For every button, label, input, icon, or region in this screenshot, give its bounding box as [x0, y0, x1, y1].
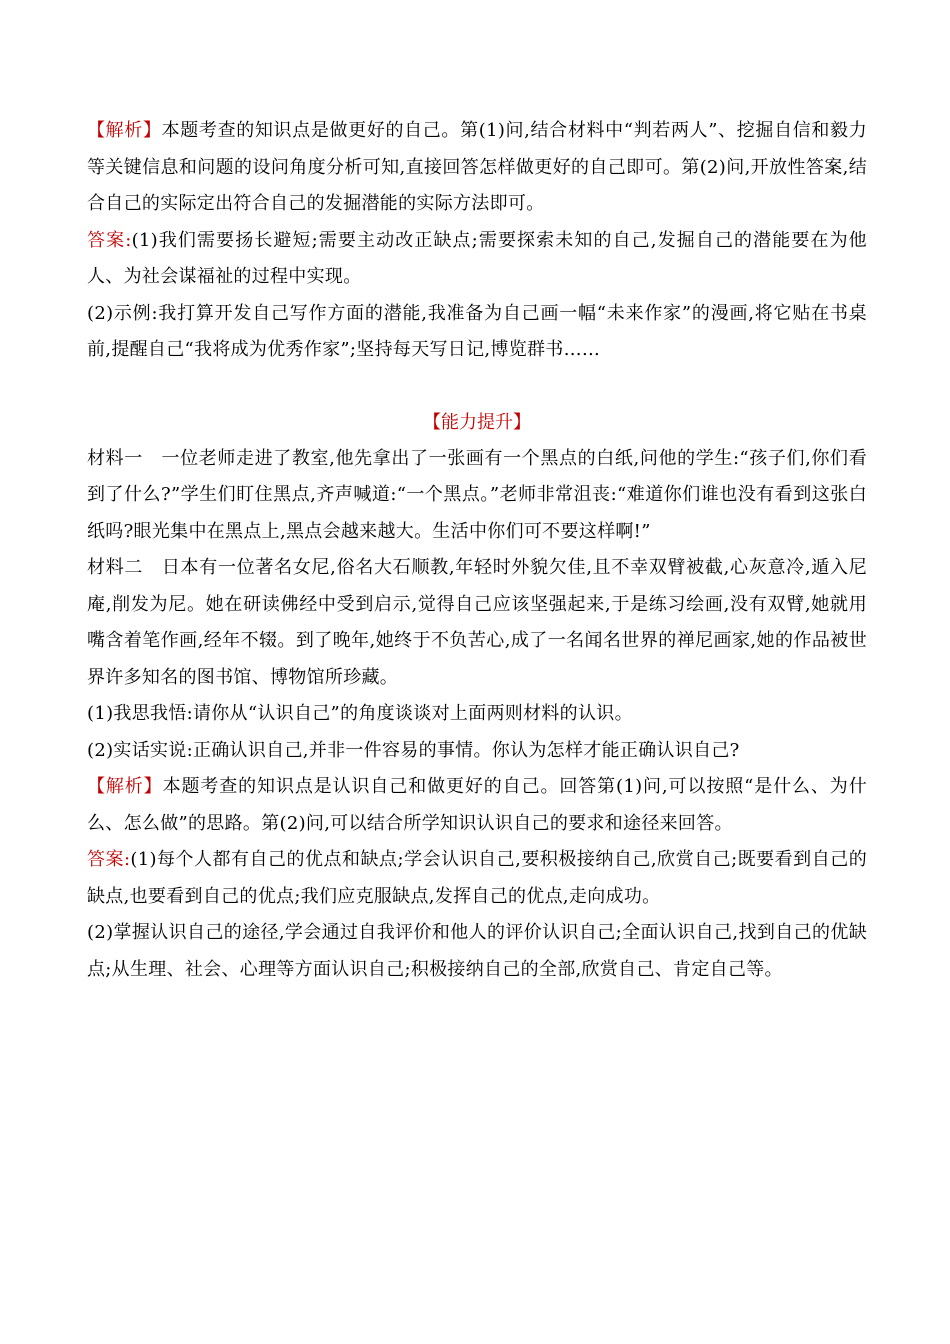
analysis-paragraph-2 — [87, 769, 867, 842]
material-two: 材料二 日本有一位著名女尼,俗名大石顺教,年轻时外貌欠佳,且不幸双臂被截,心灰意冷,遁入尼庵,削发为尼。她在研读佛经中受到启示,觉得自己应该坚强起来,于是练习绘画,没有双臂,她就用嘴含着笔作画,经年不辍。到了晚年,她终于不负苦心,成了一名闻名世界的禅尼画家,她的作品被世界许多知名的图书馆、博物馆所珍藏。 — [87, 557, 867, 688]
answer-text: (1)我们需要扬长避短;需要主动改正缺点;需要探索未知的自己,发掘自己的潜能要在为他人、为社会谋福祉的过程中实现。 — [87, 229, 867, 287]
answer-paragraph-4: (2)掌握认识自己的途径,学会通过自我评价和他人的评价认识自己;全面认识自己,找到自己的优缺点;从生理、社会、心理等方面认识自己;积极接纳自己的全部,欣赏自己、肯定自己等。 — [87, 922, 867, 980]
analysis-text: 本题考查的知识点是认识自己和做更好的自己。回答第(1)问,可以按照“是什么、为什么、怎么做”的思路。第(2)问,可以结合所学知识认识自己的要求和途径来回答。 — [87, 776, 867, 834]
answer-paragraph-2: (2)示例:我打算开发自己写作方面的潜能,我准备为自己画一幅“未来作家”的漫画,将它贴在书桌前,提醒自己“我将成为优秀作家”;坚持每天写日记,博览群书…… — [87, 302, 867, 360]
answer-text: (1)每个人都有自己的优点和缺点;学会认识自己,要积极接纳自己,欣赏自己;既要看到自己的缺点,也要看到自己的优点;我们应克服缺点,发挥自己的优点,走向成功。 — [87, 849, 867, 907]
analysis-paragraph-1 — [87, 113, 867, 223]
document-page — [87, 113, 867, 988]
question-one: (1)我思我悟:请你从“认识自己”的角度谈谈对上面两则材料的认识。 — [87, 703, 633, 724]
section-title: 【能力提升】 — [423, 411, 531, 433]
answer-paragraph-3 — [87, 842, 867, 915]
question-two: (2)实话实说:正确认识自己,并非一件容易的事情。你认为怎样才能正确认识自己? — [87, 739, 740, 761]
section-spacer — [87, 369, 867, 405]
analysis-label: 【解析】 — [87, 776, 163, 797]
material-one: 材料一 一位老师走进了教室,他先拿出了一张画有一个黑点的白纸,问他的学生:“孩子们,你们看到了什么?”学生们盯住黑点,齐声喊道:“一个黑点。”老师非常沮丧:“难道你们谁也没有看到这张白纸吗?眼光集中在黑点上,黑点会越来越大。生活中你们可不要这样啊!” — [87, 447, 867, 542]
analysis-label: 【解析】 — [87, 120, 162, 141]
analysis-text: 本题考查的知识点是做更好的自己。第(1)问,结合材料中“判若两人”、挖掘自信和毅力等关键信息和问题的设问角度分析可知,直接回答怎样做更好的自己即可。第(2)问,开放性答案,结合自己的实际定出符合自己的发掘潜能的实际方法即可。 — [87, 120, 868, 214]
answer-label: 答案: — [87, 229, 132, 251]
answer-paragraph-1 — [87, 223, 867, 296]
answer-label: 答案: — [87, 849, 131, 870]
